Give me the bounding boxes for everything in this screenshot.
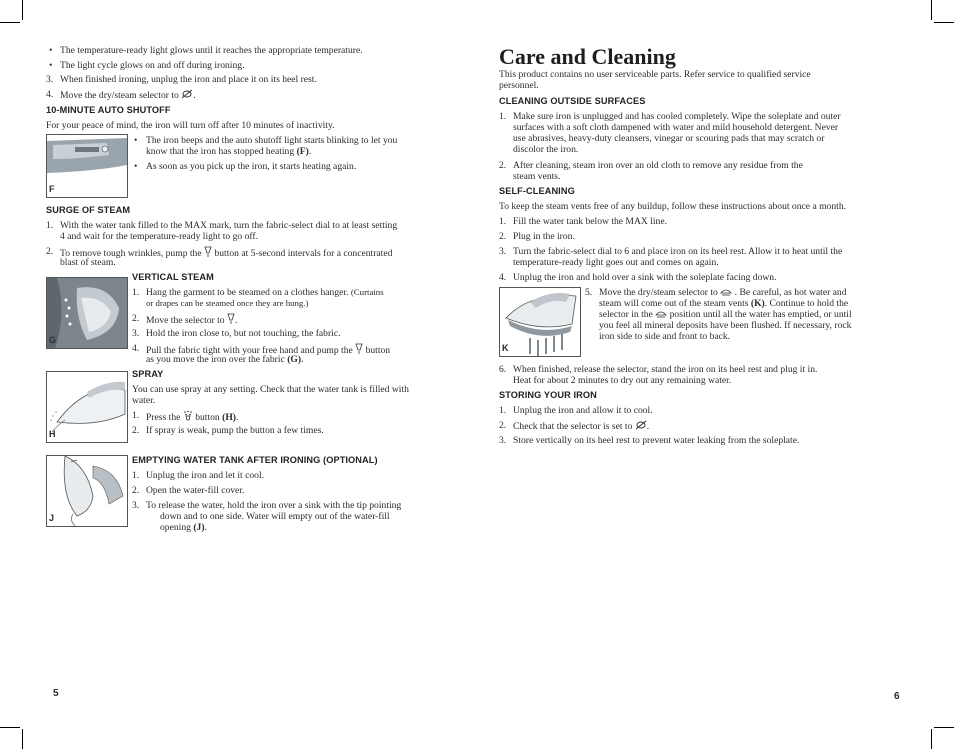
step-number: 1. — [132, 410, 140, 421]
intro-text: personnel. — [499, 80, 539, 91]
page-title: Care and Cleaning — [499, 44, 676, 69]
step-text: After cleaning, steam iron over an old cloth to remove any residue from the — [513, 160, 803, 171]
cleaning-outside-heading: CLEANING OUTSIDE SURFACES — [499, 96, 646, 106]
step-text-part: Press the — [146, 412, 181, 423]
bullet-text: The light cycle glows on and off during ironing. — [60, 60, 245, 71]
self-cleaning-heading: SELF-CLEANING — [499, 186, 575, 196]
step-number: 3. — [132, 500, 140, 511]
figure-g — [46, 277, 128, 349]
step-number: 1. — [499, 216, 507, 227]
step-text-part: (Curtains — [350, 287, 384, 297]
step-text: blast of steam. — [60, 257, 116, 268]
step-number: 2. — [132, 485, 140, 496]
step-4-label: Move the dry/steam selector to — [60, 90, 179, 101]
page-number: 5 — [53, 688, 59, 699]
step-text: Heat for about 2 minutes to dry out any remaining water. — [513, 375, 732, 386]
step-number: 5. — [585, 287, 593, 298]
step-text — [599, 309, 852, 320]
step-text-part: Pull the fabric tight with your free hand and pump the — [146, 345, 353, 356]
step-number: 1. — [132, 470, 140, 481]
spray-icon — [183, 410, 193, 421]
self-clean-icon — [655, 309, 667, 318]
step-number: 3. — [46, 74, 54, 85]
step-text: With the water tank filled to the MAX mark, turn the fabric-select dial to at least setting — [60, 220, 398, 231]
auto-shutoff-heading: 10-MINUTE AUTO SHUTOFF — [46, 105, 171, 115]
figure-h — [46, 371, 128, 443]
figure-ref: (H) — [222, 412, 236, 423]
figure-f — [46, 134, 128, 198]
step-text: Move the selector to . — [146, 315, 238, 326]
step-text-part: Check that the selector is set to — [513, 421, 633, 432]
vertical-steam-illustration — [47, 278, 127, 348]
spray-intro: water. — [132, 395, 156, 406]
step-text-part: Hang the garment to be steamed on a clothes hanger. — [146, 287, 349, 298]
spray-heading: SPRAY — [132, 369, 164, 379]
bullet-dot: • — [134, 135, 138, 146]
step-number: 1. — [46, 220, 54, 231]
bullet-dot: • — [49, 45, 53, 56]
spray-intro: You can use spray at any setting. Check that the water tank is filled with — [132, 384, 409, 395]
emptying-heading: EMPTYING WATER TANK AFTER IRONING (OPTIONAL) — [132, 455, 378, 465]
step-text: Unplug the iron and let it cool. — [146, 470, 265, 481]
self-clean-icon — [720, 287, 732, 296]
step-number: 3. — [499, 435, 507, 446]
figure-ref: (G) — [287, 354, 302, 365]
figure-ref: (K) — [750, 298, 765, 309]
step-text-part: position until all the water has emptied, or until — [669, 309, 852, 320]
step-number: 2. — [132, 425, 140, 436]
dry-setting-icon — [181, 89, 193, 99]
step-text — [599, 287, 847, 298]
figure-ref: (F) — [296, 146, 309, 157]
bullet-dot: • — [49, 60, 53, 71]
step-text: Press the button (H). — [146, 412, 239, 423]
step-text: you feel all mineral deposits have been flushed. If necessary, rock — [599, 320, 852, 331]
step-text: Make sure iron is unplugged and has cooled completely. Wipe the soleplate and outer — [513, 111, 841, 122]
steam-burst-icon — [227, 313, 235, 324]
step-text: To release the water, hold the iron over a sink with the tip pointing — [146, 500, 402, 511]
step-number: 6. — [499, 364, 507, 375]
step-text: opening (J). — [160, 522, 207, 533]
step-text-part: button at 5-second intervals for a concentrated — [214, 248, 393, 259]
step-text-part: Move the dry/steam selector to — [599, 287, 718, 298]
step-text: Turn the fabric-select dial to 6 and place iron on its heel rest. Allow it to heat until the — [513, 246, 843, 257]
step-number: 2. — [132, 313, 140, 324]
step-number: 4. — [46, 89, 54, 100]
step-text-part: . Be careful, as hot water and — [734, 287, 847, 298]
step-number: 1. — [132, 287, 140, 298]
surge-heading: SURGE OF STEAM — [46, 205, 131, 215]
steam-burst-icon — [355, 343, 363, 354]
step-text — [599, 298, 848, 309]
figure-ref: (J) — [193, 522, 205, 533]
figure-label: J — [49, 513, 55, 523]
auto-shutoff-intro: For your peace of mind, the iron will turn off after 10 minutes of inactivity. — [46, 120, 335, 131]
self-cleaning-intro: To keep the steam vents free of any buildup, follow these instructions about once a month. — [499, 201, 847, 212]
step-number: 2. — [499, 231, 507, 242]
bullet-text: As soon as you pick up the iron, it starts heating again. — [146, 161, 357, 172]
step-text-part: To remove tough wrinkles, pump the — [60, 248, 202, 259]
figure-label: H — [49, 429, 56, 439]
step-text: iron side to side and front to back. — [599, 331, 731, 342]
step-number: 2. — [499, 420, 507, 431]
bullet-dot: • — [134, 161, 138, 172]
figure-label: K — [502, 343, 509, 353]
step-text: Open the water-fill cover. — [146, 485, 245, 496]
self-cleaning-illustration — [500, 288, 580, 356]
step-text: Plug in the iron. — [513, 231, 575, 242]
step-text-part: Move the selector to — [146, 315, 225, 326]
figure-k — [499, 287, 581, 357]
step-number: 4. — [132, 343, 140, 354]
step-text-part: button — [365, 345, 391, 356]
step-number: 4. — [499, 272, 507, 283]
bullet-text-line: know that the iron has stopped heating — [146, 146, 295, 157]
step-text: Unplug the iron and hold over a sink with the soleplate facing down. — [513, 272, 777, 283]
step-text — [146, 287, 384, 298]
bullet-text: know that the iron has stopped heating (F). — [146, 146, 312, 157]
step-text: Check that the selector is set to . — [513, 421, 650, 432]
step-number: 3. — [499, 246, 507, 257]
step-text-part: . Continue to hold the — [764, 298, 849, 309]
step-text: as you move the iron over the fabric (G). — [146, 354, 304, 365]
page-number: 6 — [894, 691, 900, 702]
step-text-part: button — [195, 412, 220, 423]
step-text: surfaces with a soft cloth dampened with water and mild household detergent. Never — [513, 122, 839, 133]
storing-heading: STORING YOUR IRON — [499, 390, 597, 400]
step-number: 2. — [46, 246, 54, 257]
right-page — [477, 0, 954, 749]
step-number: 3. — [132, 328, 140, 339]
step-text: Fill the water tank below the MAX line. — [513, 216, 668, 227]
figure-j — [46, 455, 128, 527]
step-text-part: opening — [160, 522, 191, 533]
intro-text: This product contains no user serviceable parts. Refer service to qualified service — [499, 69, 811, 80]
step-text: 4 and wait for the temperature-ready light to go off. — [60, 231, 259, 242]
figure-label: G — [49, 335, 57, 345]
step-text: or drapes can be steamed once they are hung.) — [146, 298, 309, 308]
step-text: Move the dry/steam selector to . — [60, 90, 196, 101]
step-text: Store vertically on its heel rest to prevent water leaking from the soleplate. — [513, 435, 800, 446]
step-text: Unplug the iron and allow it to cool. — [513, 405, 653, 416]
step-text: Hold the iron close to, but not touching, the fabric. — [146, 328, 341, 339]
step-text: When finished ironing, unplug the iron and place it on its heel rest. — [60, 74, 317, 85]
emptying-tank-illustration — [47, 456, 127, 526]
step-text: use abrasives, heavy-duty cleansers, vinegar or scouring pads that may scratch or — [513, 133, 825, 144]
step-text: If spray is weak, pump the button a few times. — [146, 425, 324, 436]
bullet-text: The iron beeps and the auto shutoff light starts blinking to let you — [146, 135, 398, 146]
steam-burst-icon — [204, 246, 212, 257]
step-number: 1. — [499, 405, 507, 416]
step-text-part: steam will come out of the steam vents — [599, 298, 749, 309]
step-text: discolor the iron. — [513, 144, 579, 155]
step-text: temperature-ready light goes out and comes on again. — [513, 257, 719, 268]
step-text: When finished, release the selector, stand the iron on its heel rest and plug it in. — [513, 364, 818, 375]
iron-display-illustration — [47, 135, 127, 197]
step-text-part: selector in the — [599, 309, 653, 320]
bullet-text: The temperature-ready light glows until it reaches the appropriate temperature. — [60, 45, 363, 56]
step-text: steam vents. — [513, 171, 561, 182]
vertical-steam-heading: VERTICAL STEAM — [132, 272, 214, 282]
step-text-part: as you move the iron over the fabric — [146, 354, 285, 365]
figure-label: F — [49, 184, 55, 194]
spray-illustration — [47, 372, 127, 442]
step-number: 2. — [499, 160, 507, 171]
step-text: down and to one side. Water will empty out of the water-fill — [160, 511, 390, 522]
step-number: 1. — [499, 111, 507, 122]
dry-setting-icon — [635, 420, 647, 430]
